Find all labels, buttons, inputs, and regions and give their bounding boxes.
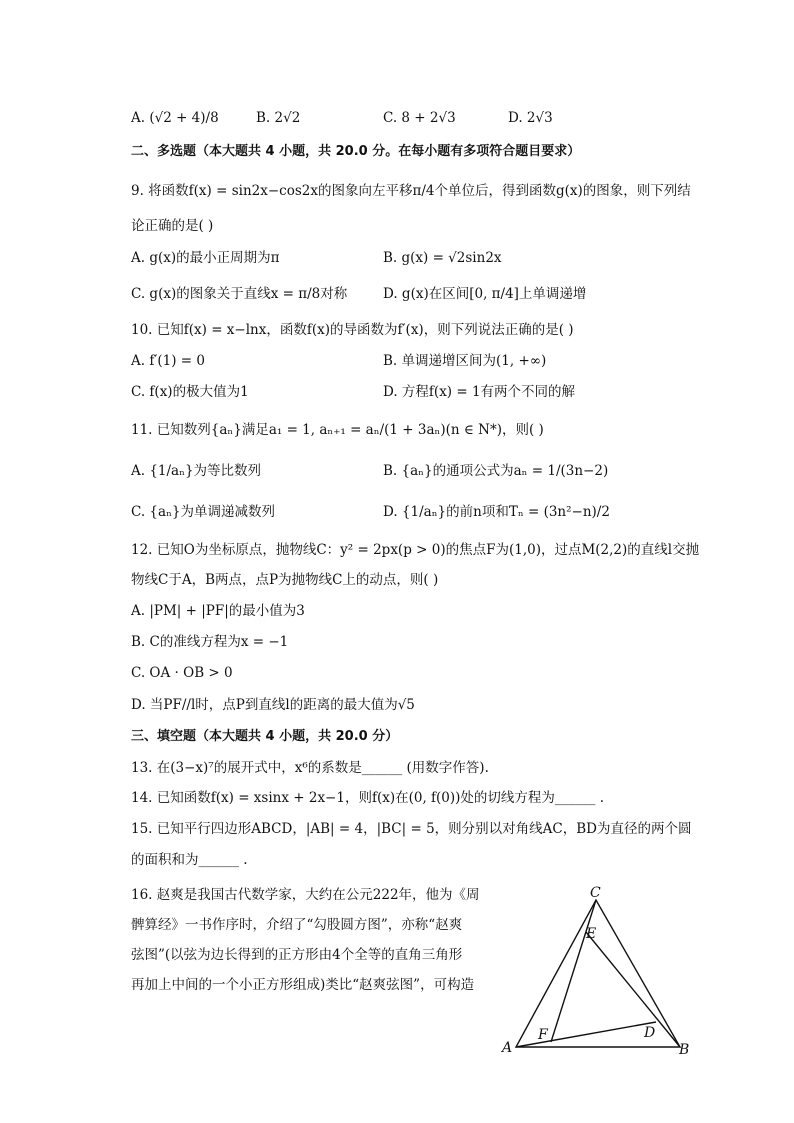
q10-stem: 10. 已知f(x) = x−lnx，函数f(x)的导函数为f′(x)，则下列说法正确的是( ) bbox=[131, 322, 574, 338]
q10-option-b: B. 单调递增区间为(1, +∞) bbox=[383, 353, 547, 369]
q9-option-b: B. g(x) = √2sin2x bbox=[383, 250, 502, 266]
triangle-diagram bbox=[498, 882, 698, 1057]
q16-stem-line3: 弦图”(以弦为边长得到的正方形由4个全等的直角三角形 bbox=[131, 947, 463, 963]
q11-option-d: D. {1/aₙ}的前n项和Tₙ = (3n²−n)/2 bbox=[383, 504, 610, 520]
q12-stem-line2: 物线C于A，B两点，点P为抛物线C上的动点，则( ) bbox=[131, 572, 439, 588]
q9-stem-line1: 9. 将函数f(x) = sin2x−cos2x的图象向左平移π/4个单位后，得到函数g(x)的图象，则下列结 bbox=[131, 183, 691, 199]
zhao-shuang-triangle-figure bbox=[498, 882, 698, 1057]
q16-stem-line4: 再加上中间的一个小正方形组成)类比“赵爽弦图”，可构造 bbox=[131, 977, 475, 993]
q10-option-a: A. f′(1) = 0 bbox=[131, 353, 205, 369]
option-d-prev: D. 2√3 bbox=[508, 110, 553, 126]
q13-stem: 13. 在(3−x)⁷的展开式中，x⁶的系数是______ (用数字作答). bbox=[131, 760, 489, 776]
q12-option-b: B. C的准线方程为x = −1 bbox=[131, 634, 289, 650]
q16-stem-line2: 髀算经》一书作序时，介绍了“勾股圆方图”，亦称“赵爽 bbox=[131, 917, 463, 933]
label-a: A bbox=[502, 1040, 513, 1056]
label-c: C bbox=[590, 885, 601, 901]
q14-stem: 14. 已知函数f(x) = xsinx + 2x−1，则f(x)在(0, f(0))处的切线方程为______ . bbox=[131, 790, 605, 806]
section-heading-multiple-choice: 二、多选题（本大题共 4 小题，共 20.0 分。在每小题有多项符合题目要求） bbox=[131, 144, 581, 159]
q10-option-d: D. 方程f(x) = 1有两个不同的解 bbox=[383, 384, 576, 400]
section-heading-fill-in: 三、填空题（本大题共 4 小题，共 20.0 分） bbox=[131, 729, 399, 744]
q16-stem-line1: 16. 赵爽是我国古代数学家，大约在公元222年，他为《周 bbox=[131, 887, 480, 903]
q12-stem-line1: 12. 已知O为坐标原点，抛物线C：y² = 2px(p > 0)的焦点F为(1,0)，过点M(2,2)的直线l交抛 bbox=[131, 542, 700, 558]
outer-triangle-abc bbox=[516, 900, 680, 1047]
label-f: F bbox=[538, 1027, 548, 1043]
segment-a-d bbox=[516, 1022, 656, 1047]
q10-option-c: C. f(x)的极大值为1 bbox=[131, 384, 249, 400]
segment-b-e bbox=[586, 932, 680, 1047]
q11-option-c: C. {aₙ}为单调递减数列 bbox=[131, 504, 275, 520]
q12-option-a: A. |PM| + |PF|的最小值为3 bbox=[131, 603, 305, 619]
q12-option-c: C. OA · OB > 0 bbox=[131, 665, 233, 681]
q11-stem: 11. 已知数列{aₙ}满足a₁ = 1, aₙ₊₁ = aₙ/(1 + 3aₙ)(n ∈ N*)，则( ) bbox=[131, 422, 544, 438]
q12-option-d: D. 当PF//l时，点P到直线l的距离的最大值为√5 bbox=[131, 697, 415, 713]
q15-stem-line1: 15. 已知平行四边形ABCD，|AB| = 4，|BC| = 5，则分别以对角线AC，BD为直径的两个圆 bbox=[131, 821, 692, 837]
q9-stem-line2: 论正确的是( ) bbox=[131, 218, 214, 234]
option-a-prev: A. (√2 + 4)/8 bbox=[131, 110, 219, 126]
q11-option-b: B. {aₙ}的通项公式为aₙ = 1/(3n−2) bbox=[383, 463, 609, 479]
q9-option-c: C. g(x)的图象关于直线x = π/8对称 bbox=[131, 286, 348, 302]
q11-option-a: A. {1/aₙ}为等比数列 bbox=[131, 463, 262, 479]
q9-option-a: A. g(x)的最小正周期为π bbox=[131, 250, 280, 266]
option-c-prev: C. 8 + 2√3 bbox=[383, 110, 456, 126]
q9-option-d: D. g(x)在区间[0, π/4]上单调递增 bbox=[383, 286, 587, 302]
q15-stem-line2: 的面积和为______ . bbox=[131, 852, 248, 868]
label-d: D bbox=[644, 1025, 656, 1041]
label-b: B bbox=[679, 1042, 690, 1057]
label-e: E bbox=[586, 926, 597, 942]
option-b-prev: B. 2√2 bbox=[256, 110, 301, 126]
